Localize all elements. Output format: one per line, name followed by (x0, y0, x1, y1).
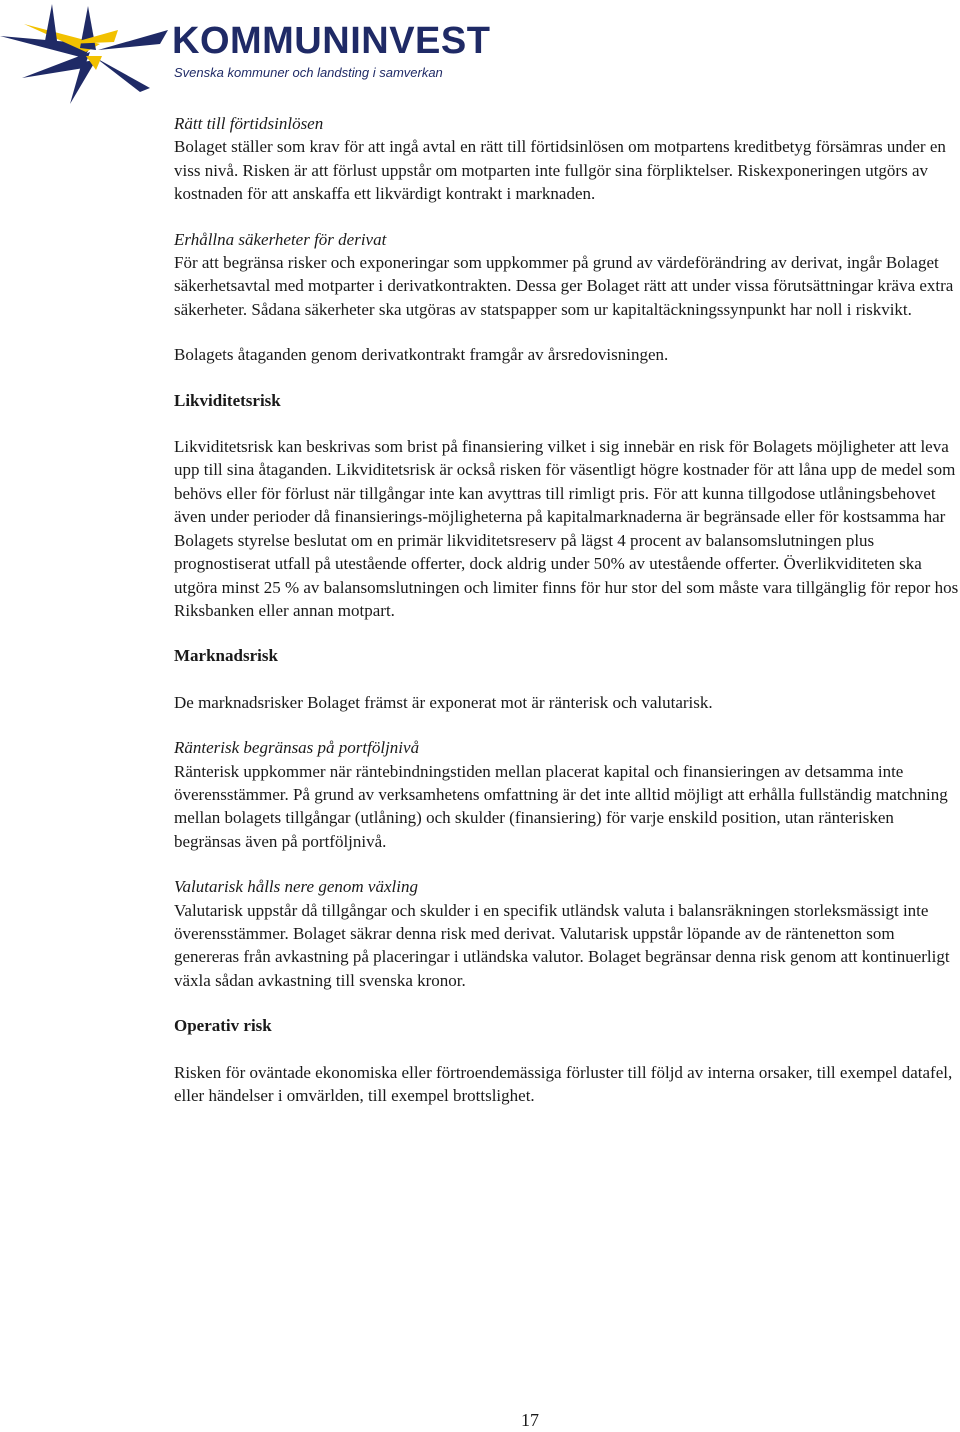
brand-tagline: Svenska kommuner och landsting i samverkan (174, 65, 443, 80)
paragraph-likviditetsrisk: Likviditetsrisk kan beskrivas som brist på finansiering vilket i sig innebär en risk för Bolagets möjligheter att leva upp till sina åtaganden. Likviditetsrisk är också risken för väsentligt högre kostnader för att låna upp de medel som behövs eller för förlust när tillgångar inte kan avyttras till rimligt pris. För att kunna tillgodose utlåningsbehovet även under perioder då finansierings-möjligheterna på kapitalmarknaderna är begränsade eller för kostsamma har Bolagets styrelse beslutat om en primär likviditetsreserv på lägst 4 procent av balansomslutningen plus prognostiserat utfall på utestående offerter, dock aldrig under 50% av utestående offerter. Överlikviditeten ska utgöra minst 25 % av balansomslutningen och limiter finns för hur stor del som måste vara tillgänglig för repor hos Riksbanken eller annan motpart. (174, 437, 959, 620)
spacer (174, 1038, 960, 1061)
spacer (174, 668, 960, 691)
kommuninvest-logo-icon (0, 0, 172, 110)
spacer (174, 622, 960, 644)
heading-operativ-risk: Operativ risk (174, 1016, 272, 1036)
subheading-ranterisk: Ränterisk begränsas på portföljnivå (174, 738, 420, 758)
spacer (174, 992, 960, 1014)
paragraph-operativ-risk: Risken för oväntade ekonomiska eller förtroendemässiga förluster till följd av interna orsaker, till exempel datafel, eller händelser i omvärlden, till exempel brottslighet. (174, 1062, 953, 1105)
spacer (174, 853, 960, 875)
paragraph-ranterisk: Ränterisk uppkommer när räntebindningstiden mellan placerat kapital och finansieringen av detsamma inte överensstämmer. På grund av verksamhetens omfattning är det inte alltid möjligt att erhålla fullständig matchning mellan bolagets tillgångar (utlåning) och skulder (finansiering) för varje enskild position, utan ränterisken begränsas även på portföljnivå. (174, 761, 948, 851)
heading-likviditetsrisk: Likviditetsrisk (174, 390, 281, 410)
paragraph-valutarisk: Valutarisk uppstår då tillgångar och skulder i en specifik utländsk valuta i balansräkningen storleksmässigt inte överensstämmer. Bolaget säkrar denna risk med derivat. Valutarisk uppstår löpande av de räntenetton som genereras från avkastning på placeringar i utländska valutor. Bolaget begränsar denna risk genom att kontinuerligt växla sådan avkastning till svenska kronor. (174, 900, 950, 990)
spacer (174, 206, 960, 228)
spacer (174, 412, 960, 435)
spacer (174, 714, 960, 736)
paragraph-marknadsrisk: De marknadsrisker Bolaget främst är exponerat mot är ränterisk och valutarisk. (174, 692, 713, 712)
spacer (174, 321, 960, 343)
brand-name: KOMMUNINVEST (172, 20, 491, 62)
page-number: 17 (521, 1410, 539, 1430)
paragraph-ataganden: Bolagets åtaganden genom derivatkontrakt framgår av årsredovisningen. (174, 345, 669, 365)
subheading-fortidsinlosen: Rätt till förtidsinlösen (174, 114, 324, 133)
heading-marknadsrisk: Marknadsrisk (174, 646, 278, 666)
spacer (174, 367, 960, 389)
paragraph-fortidsinlosen: Bolaget ställer som krav för att ingå avtal en rätt till förtidsinlösen om motpartens kreditbetyg försämras under en viss nivå. Risken är att förlust uppstår om motparten inte fullgör sina förpliktelser. Riskexponeringen utgörs av kostnaden för att anskaffa ett likvärdigt kontrakt i marknaden. (174, 137, 946, 204)
paragraph-sakerheter: För att begränsa risker och exponeringar som uppkommer på grund av värdeförändring av derivat, ingår Bolaget säkerhetsavtal med motparter i derivatkontrakten. Dessa ger Bolaget rätt att under vissa förutsättningar kräva extra säkerheter. Sådana säkerheter ska utgöras av statspapper som ur kapitaltäckningssynpunkt har noll i riskvikt. (174, 253, 954, 319)
subheading-valutarisk: Valutarisk hålls nere genom växling (174, 877, 418, 897)
document-body (174, 112, 960, 1107)
subheading-sakerheter: Erhållna säkerheter för derivat (174, 229, 387, 249)
page-header (0, 0, 520, 110)
